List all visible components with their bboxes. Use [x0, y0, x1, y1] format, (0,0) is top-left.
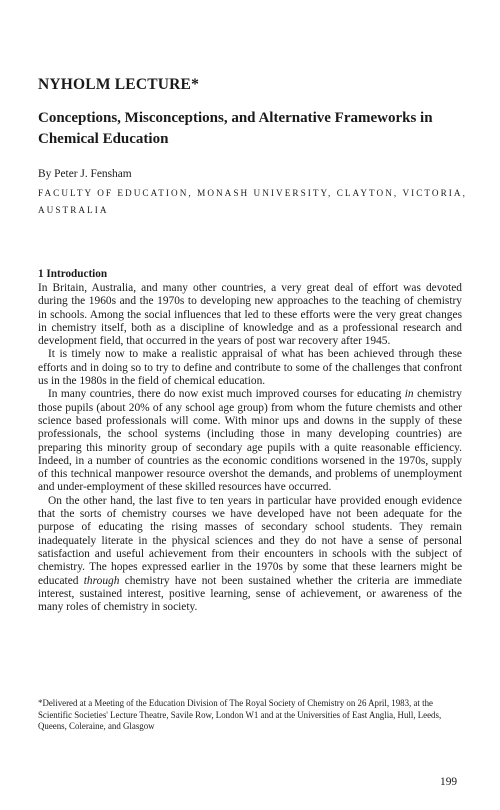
paragraph-3-emphasis: in [404, 388, 414, 401]
paragraph-1: In Britain, Australia, and many other countries, a very great deal of effort was devoted during the 1960s and the 1970s to developing new approaches to the teaching of chemistry in schools. Among the social influences that led to these efforts were the very great changes in chemistry itself, both as a discipline of knowledge and as a professional research and development field, that occurred in the years of post war recovery after 1945. [38, 282, 462, 348]
paragraph-3-part-a: In many countries, there do now exist much improved courses for educating [48, 388, 405, 401]
paragraph-4-part-b: chemistry have not been sustained whether the criteria are immediate interest, sustained interest, positive learning, sense of achievement, or awareness of the many roles of chemistry in society. [38, 574, 462, 614]
lecture-series-heading: NYHOLM LECTURE* [38, 76, 200, 93]
article-body [38, 282, 462, 614]
paragraph-4-part-a: On the other hand, the last five to ten years in particular have provided enough evidence that the sorts of chemistry courses we have developed have not been adequate for the purpose of educating the rising masses of secondary school students. They remain inadequately literate in the physical sciences and they do not have a sense of personal satisfaction and useful achievement from their encounters in schools with the subject of chemistry. The hopes expressed earlier in the 1970s by some that these learners might be educated [38, 494, 462, 587]
paragraph-3-part-b: chemistry those pupils (about 20% of any school age group) from whom the future chemists and other science based professionals will come. With minor ups and downs in the supply of these professionals, the school systems (including those in many developing countries) are preparing this minority group of secondary age pupils with a quite reasonable efficiency. Indeed, in a number of countries as the economic conditions worsened in the 1970s, supply of this technical manpower resource overshot the demands, and problems of unemployment and under-employment of these skilled resources have occurred. [38, 388, 462, 494]
article-title: Conceptions, Misconceptions, and Alternative Frameworks in Chemical Education [38, 110, 433, 147]
author-affiliation: FACULTY OF EDUCATION, MONASH UNIVERSITY, CLAYTON, VICTORIA, AUSTRALIA [38, 188, 467, 215]
footnote-text: *Delivered at a Meeting of the Education Division of The Royal Society of Chemistry on 26 April, 1983, at the Scientific Societies' Lecture Theatre, Savile Row, London W1 and at the Universities of East Anglia, Hull, Leeds, Queens, Coleraine, and Glasgow [38, 698, 442, 732]
footnote [38, 698, 466, 733]
page-number: 199 [440, 776, 458, 788]
paragraph-4-emphasis: through [83, 574, 120, 587]
author-byline: By Peter J. Fensham [38, 168, 132, 180]
paragraph-4 [38, 495, 462, 615]
paragraph-2: It is timely now to make a realistic appraisal of what has been achieved through these efforts and in doing so to try to define and contribute to some of the challenges that confront us in the 1980s in the field of chemical education. [38, 348, 462, 388]
paragraph-3 [38, 388, 462, 494]
section-heading: 1 Introduction [38, 268, 108, 280]
